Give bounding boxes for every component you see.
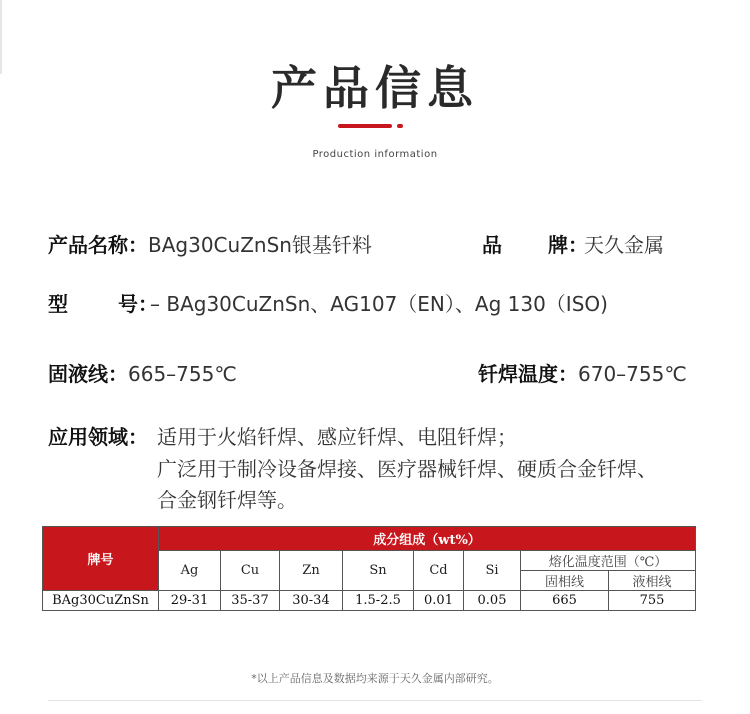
brazing-temp-row <box>478 358 687 387</box>
model-label: 型 号： <box>48 292 158 316</box>
element-header-cu: Cu <box>221 551 280 591</box>
title-underline <box>338 124 392 128</box>
element-header-sn: Sn <box>343 551 414 591</box>
brazing-temp-label: 钎焊温度： <box>478 362 578 386</box>
application-line: 广泛用于制冷设备焊接、医疗器械钎焊、硬质合金钎焊、 <box>157 457 657 481</box>
element-header-ag: Ag <box>159 551 221 591</box>
composition-header: 成分组成（wt%） <box>159 527 696 551</box>
application-line: 合金钢钎焊等。 <box>157 488 297 512</box>
product-name-label: 产品名称： <box>48 233 148 257</box>
product-name-value: BAg30CuZnSn银基钎料 <box>148 233 372 257</box>
footnote: *以上产品信息及数据均来源于天久金属内部研究。 <box>251 672 499 685</box>
title-underline-dot <box>397 124 403 128</box>
application-line: 适用于火焰钎焊、感应钎焊、电阻钎焊； <box>157 425 517 449</box>
liquidus-header: 液相线 <box>609 571 696 591</box>
solidus-cell: 665 <box>521 591 609 611</box>
value-cell-cu: 35-37 <box>221 591 280 611</box>
element-header-zn: Zn <box>280 551 343 591</box>
product-name-row <box>48 229 372 258</box>
value-cell-ag: 29-31 <box>159 591 221 611</box>
grade-cell: BAg30CuZnSn <box>43 591 159 611</box>
application-row <box>48 421 148 450</box>
melting-range-header: 熔化温度范围（℃） <box>521 551 696 571</box>
page-title: 产品信息 <box>271 61 479 115</box>
model-value: – BAg30CuZnSn、AG107（EN）、Ag 130（ISO) <box>150 292 608 316</box>
solidus-liquidus-row <box>48 358 237 387</box>
grade-header: 牌号 <box>43 527 159 591</box>
element-header-si: Si <box>464 551 521 591</box>
element-header-cd: Cd <box>414 551 464 591</box>
brand-label: 品 牌： <box>482 233 588 257</box>
liquidus-cell: 755 <box>609 591 696 611</box>
brazing-temp-value: 670–755℃ <box>578 362 687 386</box>
application-label: 应用领域： <box>48 425 148 449</box>
brand-value: 天久金属 <box>584 233 664 257</box>
composition-table <box>42 526 696 611</box>
brand-row <box>482 229 664 258</box>
value-cell-sn: 1.5-2.5 <box>343 591 414 611</box>
solidus-value: 665–755℃ <box>128 362 237 386</box>
table-row <box>43 591 696 611</box>
value-cell-cd: 0.01 <box>414 591 464 611</box>
solidus-label: 固液线： <box>48 362 128 386</box>
solidus-header: 固相线 <box>521 571 609 591</box>
value-cell-si: 0.05 <box>464 591 521 611</box>
page-subtitle: Production information <box>312 149 438 160</box>
value-cell-zn: 30-34 <box>280 591 343 611</box>
model-row <box>48 288 608 317</box>
bottom-divider <box>48 700 702 701</box>
